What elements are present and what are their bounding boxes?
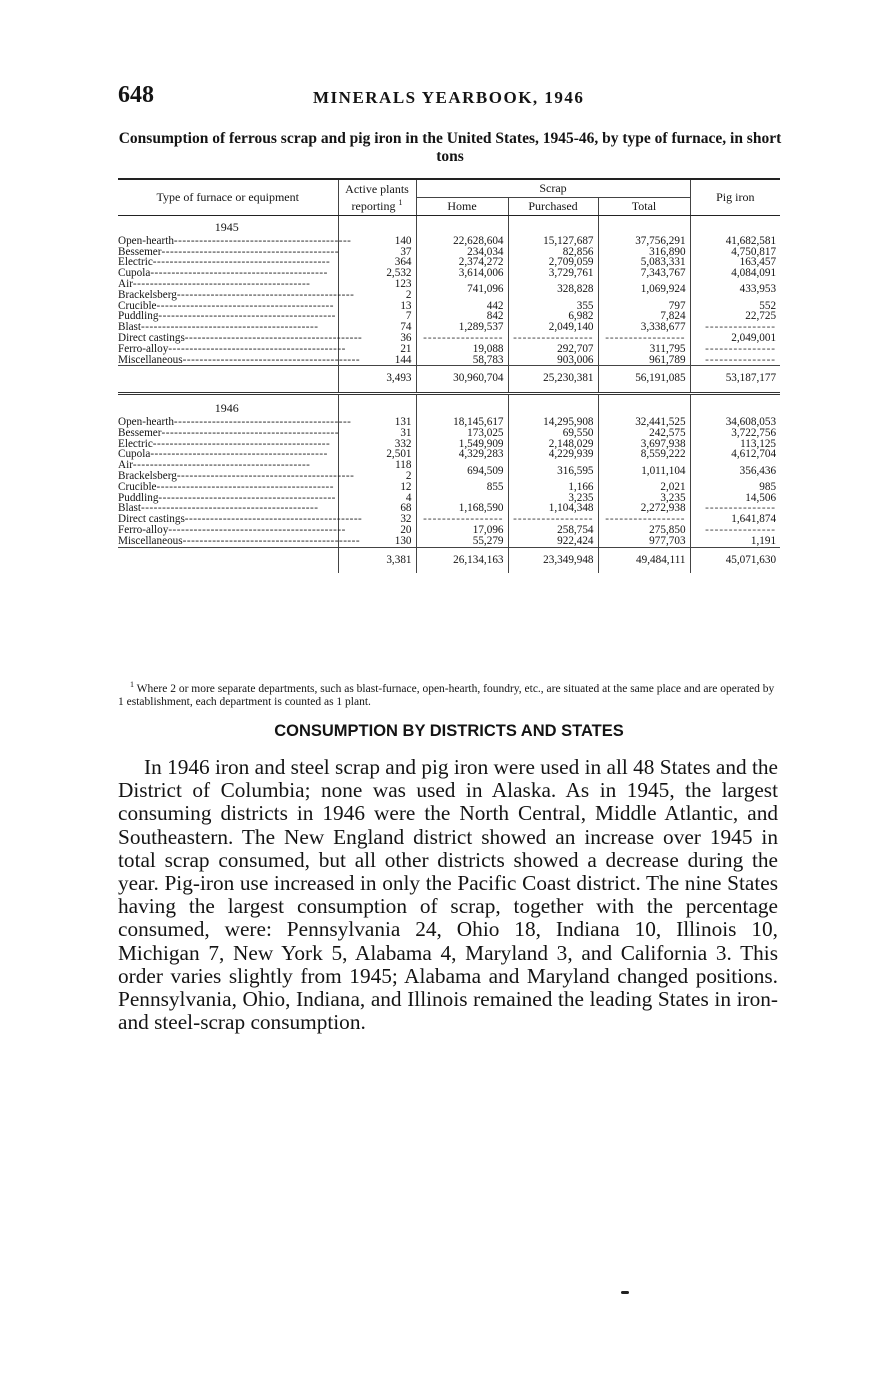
row-label-text: Bessemer: [118, 426, 162, 439]
year-empty-cell: [598, 397, 690, 417]
cell-pig: 14,506: [690, 493, 780, 504]
cell-total: 797: [598, 301, 690, 312]
row-label-text: Crucible: [118, 480, 157, 493]
cell-pig: 22,725: [690, 311, 780, 322]
cell-pig: 34,608,053: [690, 417, 780, 428]
cell-purchased: 1,166: [508, 482, 598, 493]
cell-pig: 2,049,001: [690, 333, 780, 344]
total-purchased: 23,349,948: [508, 547, 598, 573]
row-label-text: Air: [118, 277, 133, 290]
cell-home: 4,329,283: [416, 449, 508, 460]
leader-dashes: ------------------------------------------: [161, 426, 339, 439]
section-heading: CONSUMPTION BY DISTRICTS AND STATES: [274, 722, 624, 740]
running-head: [118, 82, 778, 112]
cell-total: -----------------: [598, 514, 690, 525]
row-label-text: Brackelsberg: [118, 469, 177, 482]
cell-pig: ---------------: [690, 525, 780, 536]
leader-dashes: ------------------------------------------: [150, 448, 328, 461]
cell-purchased: 14,295,908: [508, 417, 598, 428]
cell-purchased: 1,104,348: [508, 503, 598, 514]
row-label-text: Brackelsberg: [118, 288, 177, 301]
bracket-cell-purchased: 328,828: [508, 279, 598, 301]
leader-dashes: ------------------------------------------: [184, 331, 363, 344]
year-empty-cell: [338, 216, 416, 236]
year-empty-cell: [598, 216, 690, 236]
bracket-cell-pig: 433,953: [690, 279, 780, 301]
total-home: 30,960,704: [416, 366, 508, 394]
total-home: 26,134,163: [416, 547, 508, 573]
cell-home: 17,096: [416, 525, 508, 536]
cell-pig: ---------------: [690, 503, 780, 514]
leader-dashes: ------------------------------------------: [158, 491, 336, 504]
leader-dashes: ------------------------------------------: [161, 245, 339, 258]
cell-home: 1,549,909: [416, 439, 508, 450]
leader-dashes: ------------------------------------------: [182, 353, 361, 366]
cell-plants: 32: [338, 514, 416, 525]
cell-home: -----------------: [416, 514, 508, 525]
cell-plants: 4: [338, 493, 416, 504]
total-label-empty: [118, 547, 338, 573]
cell-pig: 4,612,704: [690, 449, 780, 460]
cell-home: 19,088: [416, 344, 508, 355]
bracket-cell-home: 741,096: [416, 279, 508, 301]
row-label-text: Open-hearth: [118, 415, 174, 428]
cell-total: 242,575: [598, 428, 690, 439]
cell-purchased: 6,982: [508, 311, 598, 322]
row-label-text: Crucible: [118, 299, 157, 312]
cell-total: 32,441,525: [598, 417, 690, 428]
leader-dashes: ------------------------------------------: [182, 534, 361, 547]
row-label-text: Miscellaneous: [118, 353, 183, 366]
cell-pig: 1,191: [690, 536, 780, 547]
leader-dashes: ------------------------------------------: [173, 234, 352, 247]
cell-pig: 113,125: [690, 439, 780, 450]
cell-pig: ---------------: [690, 344, 780, 355]
cell-purchased: 3,729,761: [508, 268, 598, 279]
row-label-text: Ferro-alloy: [118, 523, 169, 536]
footnote-text: Where 2 or more separate departments, such as blast-furnace, open-hearth, foundry, etc., are situated at the same place and are operated by 1 establishment, each department is counted as 1 plant.: [118, 682, 775, 708]
leader-dashes: ------------------------------------------: [141, 502, 319, 515]
cell-pig: 41,682,581: [690, 236, 780, 247]
cell-plants: 2,532: [338, 268, 416, 279]
leader-dashes: ------------------------------------------: [173, 415, 352, 428]
row-label-text: Blast: [118, 502, 141, 515]
cell-purchased: 3,235: [508, 493, 598, 504]
cell-home: 1,168,590: [416, 503, 508, 514]
cell-plants: 140: [338, 236, 416, 247]
cell-plants: 7: [338, 311, 416, 322]
leader-dashes: ------------------------------------------: [156, 299, 335, 312]
row-label: [118, 534, 361, 547]
row-label: [118, 353, 361, 366]
book-title: MINERALS YEARBOOK, 1946: [313, 88, 585, 107]
cell-pig: 985: [690, 482, 780, 493]
row-label-text: Cupola: [118, 448, 151, 461]
total-plants: 3,381: [338, 547, 416, 573]
cell-purchased: 903,006: [508, 355, 598, 366]
leader-dashes: ------------------------------------------: [156, 480, 335, 493]
row-label-text: Miscellaneous: [118, 534, 183, 547]
header-active-plants-text: Active plants reporting: [345, 181, 409, 213]
header-purchased: Purchased: [508, 198, 598, 216]
leader-dashes: ------------------------------------------: [132, 277, 311, 290]
page-number: 648: [118, 82, 154, 108]
year-empty-cell: [690, 216, 780, 236]
row-label-text: Blast: [118, 321, 141, 334]
table-container: [118, 178, 780, 573]
year-label: 1945: [214, 220, 239, 234]
cell-purchased: 355: [508, 301, 598, 312]
cell-plants: 131: [338, 417, 416, 428]
header-active-plants: [338, 179, 416, 216]
cell-plants: 20: [338, 525, 416, 536]
leader-dashes: ------------------------------------------: [152, 437, 331, 450]
cell-purchased: 15,127,687: [508, 236, 598, 247]
bracket-cell-total: 1,069,924: [598, 279, 690, 301]
row-label-text: Electric: [118, 437, 153, 450]
total-pig: 53,187,177: [690, 366, 780, 394]
table-body: [118, 216, 780, 574]
year-empty-cell: [690, 397, 780, 417]
header-scrap: Scrap: [416, 179, 690, 198]
total-total: 49,484,111: [598, 547, 690, 573]
cell-pig: 4,750,817: [690, 247, 780, 258]
cell-home: 58,783: [416, 355, 508, 366]
cell-plants: 332: [338, 439, 416, 450]
year-row: [118, 397, 780, 417]
row-label-text: Bessemer: [118, 245, 162, 258]
footnote-marker: 1: [130, 680, 134, 689]
cell-plants: 118: [338, 460, 416, 471]
row-label-text: Air: [118, 459, 133, 472]
cell-plants: 12: [338, 482, 416, 493]
total-total: 56,191,085: [598, 366, 690, 394]
leader-dashes: ------------------------------------------: [176, 288, 355, 301]
cell-plants: 21: [338, 344, 416, 355]
cell-plants: 130: [338, 536, 416, 547]
cell-plants: 2: [338, 471, 416, 482]
cell-purchased: 922,424: [508, 536, 598, 547]
leader-dashes: ------------------------------------------: [168, 342, 346, 355]
cell-home: 855: [416, 482, 508, 493]
cell-purchased: -----------------: [508, 333, 598, 344]
cell-pig: ---------------: [690, 322, 780, 333]
row-label-text: Open-hearth: [118, 234, 174, 247]
cell-total: 316,890: [598, 247, 690, 258]
leader-dashes: ------------------------------------------: [152, 256, 331, 269]
table-row: [118, 536, 780, 547]
row-label-text: Ferro-alloy: [118, 342, 169, 355]
year-empty-cell: [508, 216, 598, 236]
cell-total: 3,338,677: [598, 322, 690, 333]
cell-home: 55,279: [416, 536, 508, 547]
cell-plants: 123: [338, 279, 416, 290]
cell-pig: 4,084,091: [690, 268, 780, 279]
cell-purchased: 292,707: [508, 344, 598, 355]
leader-dashes: ------------------------------------------: [184, 513, 363, 526]
cell-plants: 13: [338, 301, 416, 312]
year-label: 1946: [214, 401, 239, 416]
total-plants: 3,493: [338, 366, 416, 394]
leader-dashes: ------------------------------------------: [150, 267, 328, 280]
row-label-text: Electric: [118, 256, 153, 269]
cell-home: 2,374,272: [416, 257, 508, 268]
cell-home: 18,145,617: [416, 417, 508, 428]
year-empty-cell: [508, 397, 598, 417]
cell-plants: 2,501: [338, 449, 416, 460]
cell-total: 3,235: [598, 493, 690, 504]
header-pig-iron: Pig iron: [690, 179, 780, 216]
cell-pig: ---------------: [690, 355, 780, 366]
cell-total: 5,083,331: [598, 257, 690, 268]
leader-dashes: ------------------------------------------: [141, 321, 319, 334]
cell-home: 173,025: [416, 428, 508, 439]
cell-purchased: 69,550: [508, 428, 598, 439]
cell-total: 8,559,222: [598, 449, 690, 460]
row-label-text: Direct castings: [118, 513, 185, 526]
total-label-empty: [118, 366, 338, 394]
cell-purchased: -----------------: [508, 514, 598, 525]
year-row: [118, 216, 780, 236]
leader-dashes: ------------------------------------------: [132, 459, 311, 472]
leader-dashes: ------------------------------------------: [168, 523, 346, 536]
cell-total: 275,850: [598, 525, 690, 536]
cell-plants: 68: [338, 503, 416, 514]
cell-home: -----------------: [416, 333, 508, 344]
cell-plants: 37: [338, 247, 416, 258]
cell-home: 234,034: [416, 247, 508, 258]
cell-home: 842: [416, 311, 508, 322]
cell-total: 2,021: [598, 482, 690, 493]
row-label-text: Direct castings: [118, 331, 185, 344]
cell-total: 2,272,938: [598, 503, 690, 514]
cell-total: 7,343,767: [598, 268, 690, 279]
cell-purchased: 258,754: [508, 525, 598, 536]
cell-purchased: 2,049,140: [508, 322, 598, 333]
stray-ink-mark: [621, 1291, 629, 1294]
table-row: [118, 355, 780, 366]
cell-home: 442: [416, 301, 508, 312]
cell-total: 961,789: [598, 355, 690, 366]
cell-pig: 552: [690, 301, 780, 312]
bracket-cell-pig: 356,436: [690, 460, 780, 482]
cell-plants: 74: [338, 322, 416, 333]
cell-purchased: 2,709,059: [508, 257, 598, 268]
body-paragraph: In 1946 iron and steel scrap and pig iron were used in all 48 States and the District of Columbia; none was used in Alaska. As in 1945, the largest consuming districts in 1946 were the North Central, Middle Atlantic, and Southeastern. The New England district showed an increase over 1945 in total scrap consumed, but all other districts showed a decrease during the year. Pig-iron use increased in only the Pacific Coast district. The nine States having the largest consumption of scrap, together with the percentage consumed, were: Pennsylvania 24, Ohio 18, Indiana 10, Illinois 10, Michigan 7, New York 5, Alabama 4, Maryland 3, and California 3. This order varies slightly from 1945; Alabama and Maryland changed positions. Pennsylvania, Ohio, Indiana, and Illinois remained the leading States in iron- and steel-scrap consumption.: [118, 755, 779, 1035]
bracket-cell-purchased: 316,595: [508, 460, 598, 482]
header-total: Total: [598, 198, 690, 216]
total-purchased: 25,230,381: [508, 366, 598, 394]
cell-plants: 36: [338, 333, 416, 344]
cell-plants: 364: [338, 257, 416, 268]
cell-total: 977,703: [598, 536, 690, 547]
year-empty-cell: [416, 216, 508, 236]
cell-purchased: 2,148,029: [508, 439, 598, 450]
cell-purchased: 82,856: [508, 247, 598, 258]
cell-total: 3,697,938: [598, 439, 690, 450]
cell-plants: 31: [338, 428, 416, 439]
year-empty-cell: [416, 397, 508, 417]
cell-home: 22,628,604: [416, 236, 508, 247]
row-label-text: Puddling: [118, 310, 159, 323]
cell-pig: 3,722,756: [690, 428, 780, 439]
cell-pig: 163,457: [690, 257, 780, 268]
year-empty-cell: [338, 397, 416, 417]
row-label-text: Cupola: [118, 267, 151, 280]
bracket-cell-home: 694,509: [416, 460, 508, 482]
cell-plants: 2: [338, 290, 416, 301]
header-type: Type of furnace or equipment: [118, 179, 338, 216]
table-footnote: [118, 678, 780, 709]
cell-home: 3,614,006: [416, 268, 508, 279]
cell-pig: 1,641,874: [690, 514, 780, 525]
total-pig: 45,071,630: [690, 547, 780, 573]
cell-purchased: 4,229,939: [508, 449, 598, 460]
header-footnote-marker: 1: [398, 197, 403, 207]
header-home: Home: [416, 198, 508, 216]
cell-total: 37,756,291: [598, 236, 690, 247]
row-label-text: Puddling: [118, 491, 159, 504]
bracket-cell-total: 1,011,104: [598, 460, 690, 482]
cell-home: 1,289,537: [416, 322, 508, 333]
cell-total: 7,824: [598, 311, 690, 322]
table-title: Consumption of ferrous scrap and pig iron in the United States, 1945-46, by type of furnace, in short tons: [118, 130, 782, 165]
cell-plants: 144: [338, 355, 416, 366]
consumption-table: [118, 178, 780, 573]
total-row: [118, 547, 780, 573]
total-row: [118, 366, 780, 394]
cell-total: 311,795: [598, 344, 690, 355]
leader-dashes: ------------------------------------------: [176, 469, 355, 482]
cell-total: -----------------: [598, 333, 690, 344]
leader-dashes: ------------------------------------------: [158, 310, 336, 323]
